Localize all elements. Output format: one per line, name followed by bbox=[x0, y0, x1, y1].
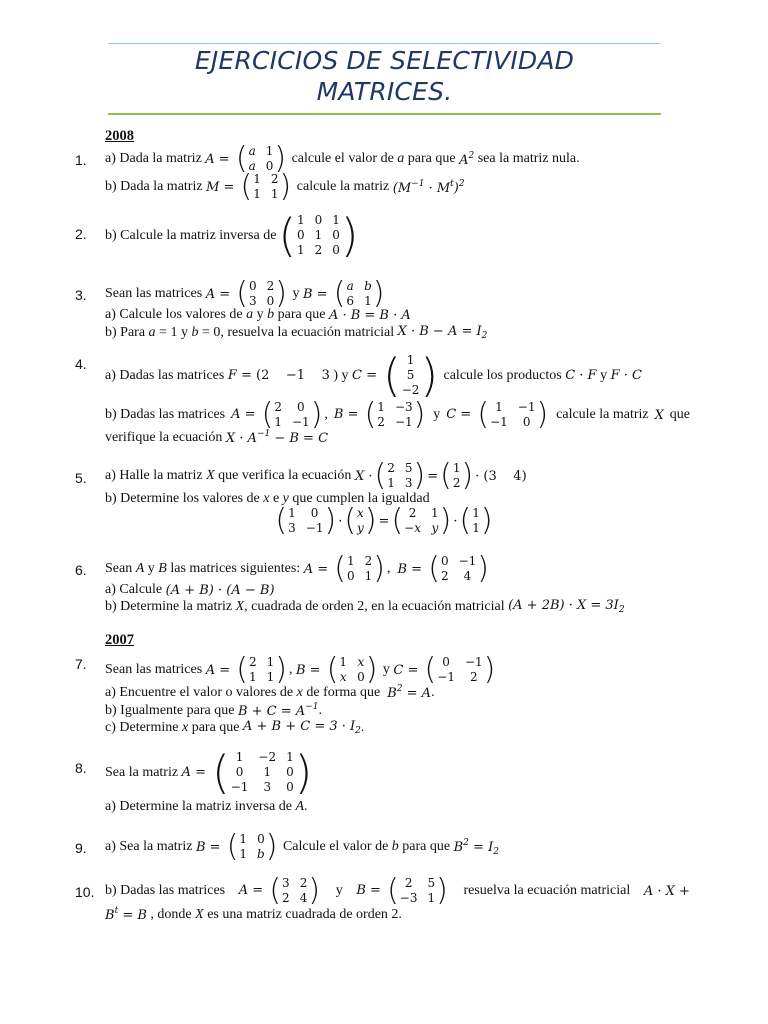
exercise-2b: b) Calcule la matriz inversa de ( 1 0 1 0 1 0 1 2 0 ) bbox=[105, 209, 359, 262]
exercise-3b: b) Para a = 1 y b = 0, resuelva la ecuación matricial $X \cdot B - A = I_2$ bbox=[105, 324, 488, 341]
year-heading-2008: 2008 bbox=[105, 128, 134, 144]
header-rule-bottom bbox=[108, 113, 661, 115]
matrix-B-ex3: ( a b 6 1 ) bbox=[333, 276, 385, 311]
matrix-B-ex7: ( 1 x x 0 ) bbox=[326, 652, 378, 687]
exercise-number-6: 6. bbox=[75, 562, 87, 578]
exercise-6: Sean A y B las matrices siguientes: A = ( 1 2 0 1 ) , B = ( 0 −1 2 4 ) bbox=[105, 551, 489, 586]
matrix-C-ex4b: ( 1 −1 −1 0 ) bbox=[477, 397, 549, 432]
exercise-number-4: 4. bbox=[75, 356, 87, 372]
matrix-C-ex4a: ( 1 5 −2 ) bbox=[383, 349, 438, 402]
exercise-5b-equation: ( 1 0 3 −1 ) · ( x y ) = ( 2 1 −x y ) · ( 1 1 ) bbox=[275, 503, 493, 538]
exercise-number-5: 5. bbox=[75, 470, 87, 486]
matrix-B-ex9: ( 1 0 1 b ) bbox=[226, 829, 278, 864]
exercise-8: Sea la matriz A = ( 1 −2 1 0 1 0 −1 3 0 ) bbox=[105, 746, 313, 799]
exercise-number-8: 8. bbox=[75, 760, 87, 776]
matrix-M-ex1: ( 1 2 1 1 ) bbox=[240, 169, 292, 204]
matrix-A-ex7: ( 2 1 1 1 ) bbox=[236, 652, 287, 687]
exercise-9: a) Sea la matriz B = ( 1 0 1 b ) Calcule el valor de b para que $B^2 = I_2$ bbox=[105, 829, 499, 864]
exercise-7b: b) Igualmente para que $B + C = A^{-1}$ . bbox=[105, 702, 322, 719]
exercise-6b: b) Determine la matriz X , cuadrada de orden 2, en la ecuación matricial $(A + 2B) \cdot X = 3I_2$ bbox=[105, 598, 625, 615]
exercise-1b: b) Dada la matriz M = ( 1 2 1 1 ) calcule la matriz $(M^{-1} \cdot M^t)^2$ bbox=[105, 169, 465, 204]
exercise-number-7: 7. bbox=[75, 656, 87, 672]
exercise-number-1: 1. bbox=[75, 152, 87, 168]
matrix-B-ex10: ( 2 5 −3 1 ) bbox=[387, 873, 448, 908]
exercise-4a: a) Dadas las matrices F = (2 −1 3 ) y C = ( 1 5 −2 ) calcule los productos C · F y F · C bbox=[105, 349, 642, 402]
matrix-A-ex6: ( 1 2 0 1 ) bbox=[334, 551, 385, 586]
matrix-A-ex4b: ( 2 0 1 −1 ) bbox=[261, 397, 323, 432]
matrix-B-ex4b: ( 1 −3 2 −1 ) bbox=[364, 397, 426, 432]
exercise-7: Sean las matrices A = ( 2 1 1 1 ) , B = ( 1 x x 0 ) y C = ( 0 −1 −1 2 ) bbox=[105, 652, 496, 687]
exercise-7c: c) Determine x para que $A + B + C = 3 \cdot I_2$ . bbox=[105, 719, 365, 736]
matrix-ex5a-left: ( 2 5 1 3 ) bbox=[374, 458, 426, 493]
exercise-5b: b) Determine los valores de x e y que cumplen la igualdad bbox=[105, 491, 430, 506]
exercise-3a: a) Calcule los valores de a y b para que A · B = B · A bbox=[105, 307, 411, 323]
exercise-8a: a) Determine la matriz inversa de A . bbox=[105, 799, 308, 814]
year-heading-2007: 2007 bbox=[105, 632, 134, 648]
matrix-C-ex7: ( 0 −1 −1 2 ) bbox=[424, 652, 496, 687]
exercise-10-line2: $B^t = B$ , donde X es una matriz cuadrada de orden 2. bbox=[105, 906, 402, 923]
matrix-A-ex3: ( 0 2 3 0 ) bbox=[236, 276, 287, 311]
header-rule-top bbox=[108, 43, 661, 44]
matrix-ex2: ( 1 0 1 0 1 0 1 2 0 ) bbox=[278, 209, 359, 262]
matrix-B-ex6: ( 0 −1 2 4 ) bbox=[428, 551, 489, 586]
matrix-A-ex8: ( 1 −2 1 0 1 0 −1 3 0 ) bbox=[212, 746, 313, 799]
exercise-number-3: 3. bbox=[75, 287, 87, 303]
matrix-A-ex10: ( 3 2 2 4 ) bbox=[269, 873, 321, 908]
exercise-10: b) Dadas las matrices A = ( 3 2 2 4 ) y B = ( 2 5 −3 1 ) resuelva la ecuación matricial A · X + bbox=[105, 873, 690, 908]
title-line-1: EJERCICIOS DE SELECTIVIDAD bbox=[194, 46, 575, 75]
exercise-4b: b) Dadas las matrices A = ( 2 0 1 −1 ) , B = ( 1 −3 2 −1 ) y C = ( 1 −1 −1 0 ) calcule la matriz X que bbox=[105, 397, 690, 432]
exercise-number-10: 10. bbox=[75, 884, 95, 900]
exercise-number-2: 2. bbox=[75, 226, 87, 242]
exercise-3: Sean las matrices A = ( 0 2 3 0 ) y B = ( a b 6 1 ) bbox=[105, 276, 385, 311]
matrix-A-ex1: ( a 1 a 0 ) bbox=[235, 141, 287, 176]
title-line-2: MATRICES. bbox=[316, 77, 453, 106]
exercise-5a: a) Halle la matriz X que verifica la ecuación X · ( 2 5 1 3 ) = ( 1 2 ) · (3 4) bbox=[105, 458, 527, 493]
exercise-6a: a) Calcule (A + B) · (A − B) bbox=[105, 582, 275, 598]
matrix-ex5a-col: ( 1 2 ) bbox=[440, 458, 474, 493]
exercise-number-9: 9. bbox=[75, 840, 87, 856]
page-title bbox=[108, 45, 661, 107]
exercise-7a: a) Encuentre el valor o valores de x de forma que $B^2 = A$ . bbox=[105, 684, 435, 701]
exercise-4b-line2: verifique la ecuación $X \cdot A^{-1} - B = C$ bbox=[105, 429, 329, 446]
exercise-1a: a) Dada la matriz A = ( a 1 a 0 ) calcule el valor de a para que $A^2$ sea la matriz nula. bbox=[105, 141, 580, 176]
